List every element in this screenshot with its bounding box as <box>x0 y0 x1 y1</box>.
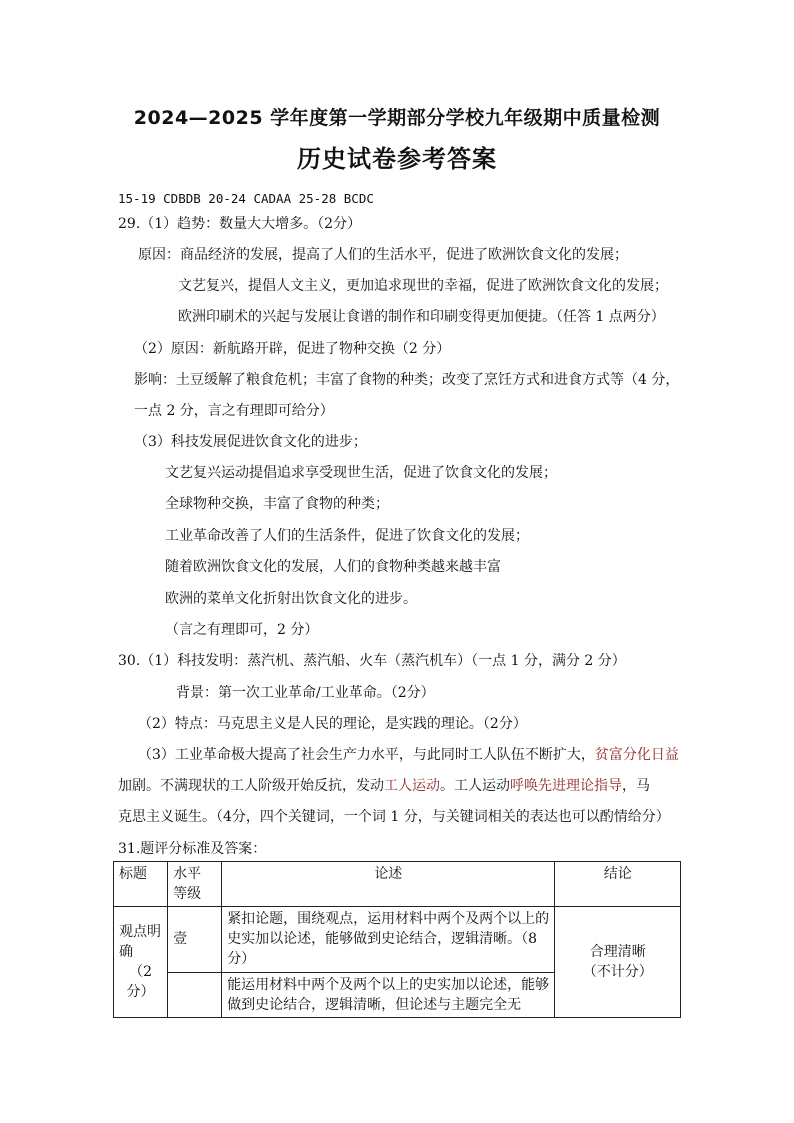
row-title-score: （2分） <box>126 964 155 1000</box>
conclusion-text: 合理清晰 <box>589 944 646 960</box>
q29-line: 文艺复兴运动提倡追求享受现世生活，促进了饮食文化的发展； <box>165 465 557 481</box>
document-title: 2024—2025 学年度第一学期部分学校九年级期中质量检测 <box>133 107 661 129</box>
q29-line: 欧洲印刷术的兴起与发展让食谱的制作和印刷变得更加便捷。（任答 1 点两分） <box>178 309 665 325</box>
q30-keyword: 呼唤先进理论指导 <box>510 778 622 794</box>
q29-line: 欧洲的菜单文化折射出饮食文化的进步。 <box>165 591 417 607</box>
q29-line: 文艺复兴，提倡人文主义，更加追求现世的幸福，促进了欧洲饮食文化的发展； <box>178 278 668 294</box>
q29-line: （3）科技发展促进饮食文化的进步； <box>134 434 367 450</box>
row-title-cell <box>114 907 168 1018</box>
level-cell: 壹 <box>168 907 222 973</box>
row-title: 观点明确 <box>119 924 161 960</box>
conclusion-cell <box>555 907 681 1018</box>
table-row <box>114 907 681 973</box>
q30-text: （3）工业革命极大提高了社会生产力水平，与此同时工人队伍不断扩大， <box>138 747 595 763</box>
q30-text: ，马 <box>622 778 650 794</box>
conclusion-note: （不计分） <box>582 964 653 980</box>
q29-line: 随着欧洲饮食文化的发展，人们的食物种类越来越丰富 <box>165 559 501 575</box>
q30-keyword: 工人运动 <box>384 778 440 794</box>
level-description: 能运用材料中两个及两个以上的史实加以论述，能够做到史论结合，逻辑清晰，但论述与主题完全无 <box>222 973 555 1018</box>
q29-line: 原因：商品经济的发展，提高了人们的生活水平，促进了欧洲饮食文化的发展； <box>138 247 628 263</box>
scoring-table <box>113 861 681 1018</box>
table-header-row <box>114 862 681 907</box>
q29-line: （言之有理即可，2 分） <box>165 622 319 638</box>
q29-line: 全球物种交换，丰富了食物的种类； <box>165 496 389 512</box>
q29-line: 一点 2 分，言之有理即可给分） <box>134 403 334 419</box>
header-level: 水平 等级 <box>168 862 222 907</box>
choice-answers: 15-19 CDBDB 20-24 CADAA 25-28 BCDC <box>118 191 374 206</box>
q31-intro: 31.题评分标准及答案： <box>118 841 267 857</box>
q30-keyword: 贫富分化日益 <box>594 747 679 763</box>
q29-line: 影响：土豆缓解了粮食危机；丰富了食物的种类；改变了烹饪方式和进食方式等（4 分， <box>134 372 680 388</box>
q30-line <box>138 746 679 764</box>
document-subtitle: 历史试卷参考答案 <box>297 145 497 173</box>
q30-line <box>118 777 650 795</box>
level-description: 紧扣论题，围绕观点，运用材料中两个及两个以上的史实加以论述，能够做到史论结合，逻辑清晰。（8分） <box>222 907 555 973</box>
q30-line: 背景：第一次工业革命/工业革命。（2分） <box>176 685 435 701</box>
header-title: 标题 <box>114 862 168 907</box>
q30-line: （2）特点：马克思主义是人民的理论，是实践的理论。（2分） <box>138 716 527 732</box>
q30-line: 30.（1）科技发明：蒸汽机、蒸汽船、火车（蒸汽机车）（一点 1 分，满分 2 分） <box>118 653 626 669</box>
level-cell <box>168 973 222 1018</box>
header-conclusion: 结论 <box>555 862 681 907</box>
q30-text: 。工人运动 <box>440 778 510 794</box>
q29-line: 29.（1）趋势：数量大大增多。（2分） <box>118 216 362 232</box>
header-discussion: 论述 <box>222 862 555 907</box>
q29-line: 工业革命改善了人们的生活条件，促进了饮食文化的发展； <box>165 528 529 544</box>
q30-text: 加剧。不满现状的工人阶级开始反抗，发动 <box>118 778 384 794</box>
q29-line: （2）原因：新航路开辟，促进了物种交换（2 分） <box>134 341 451 357</box>
q30-line: 克思主义诞生。（4分，四个关键词，一个词 1 分，与关键词相关的表达也可以酌情给分） <box>118 809 670 825</box>
